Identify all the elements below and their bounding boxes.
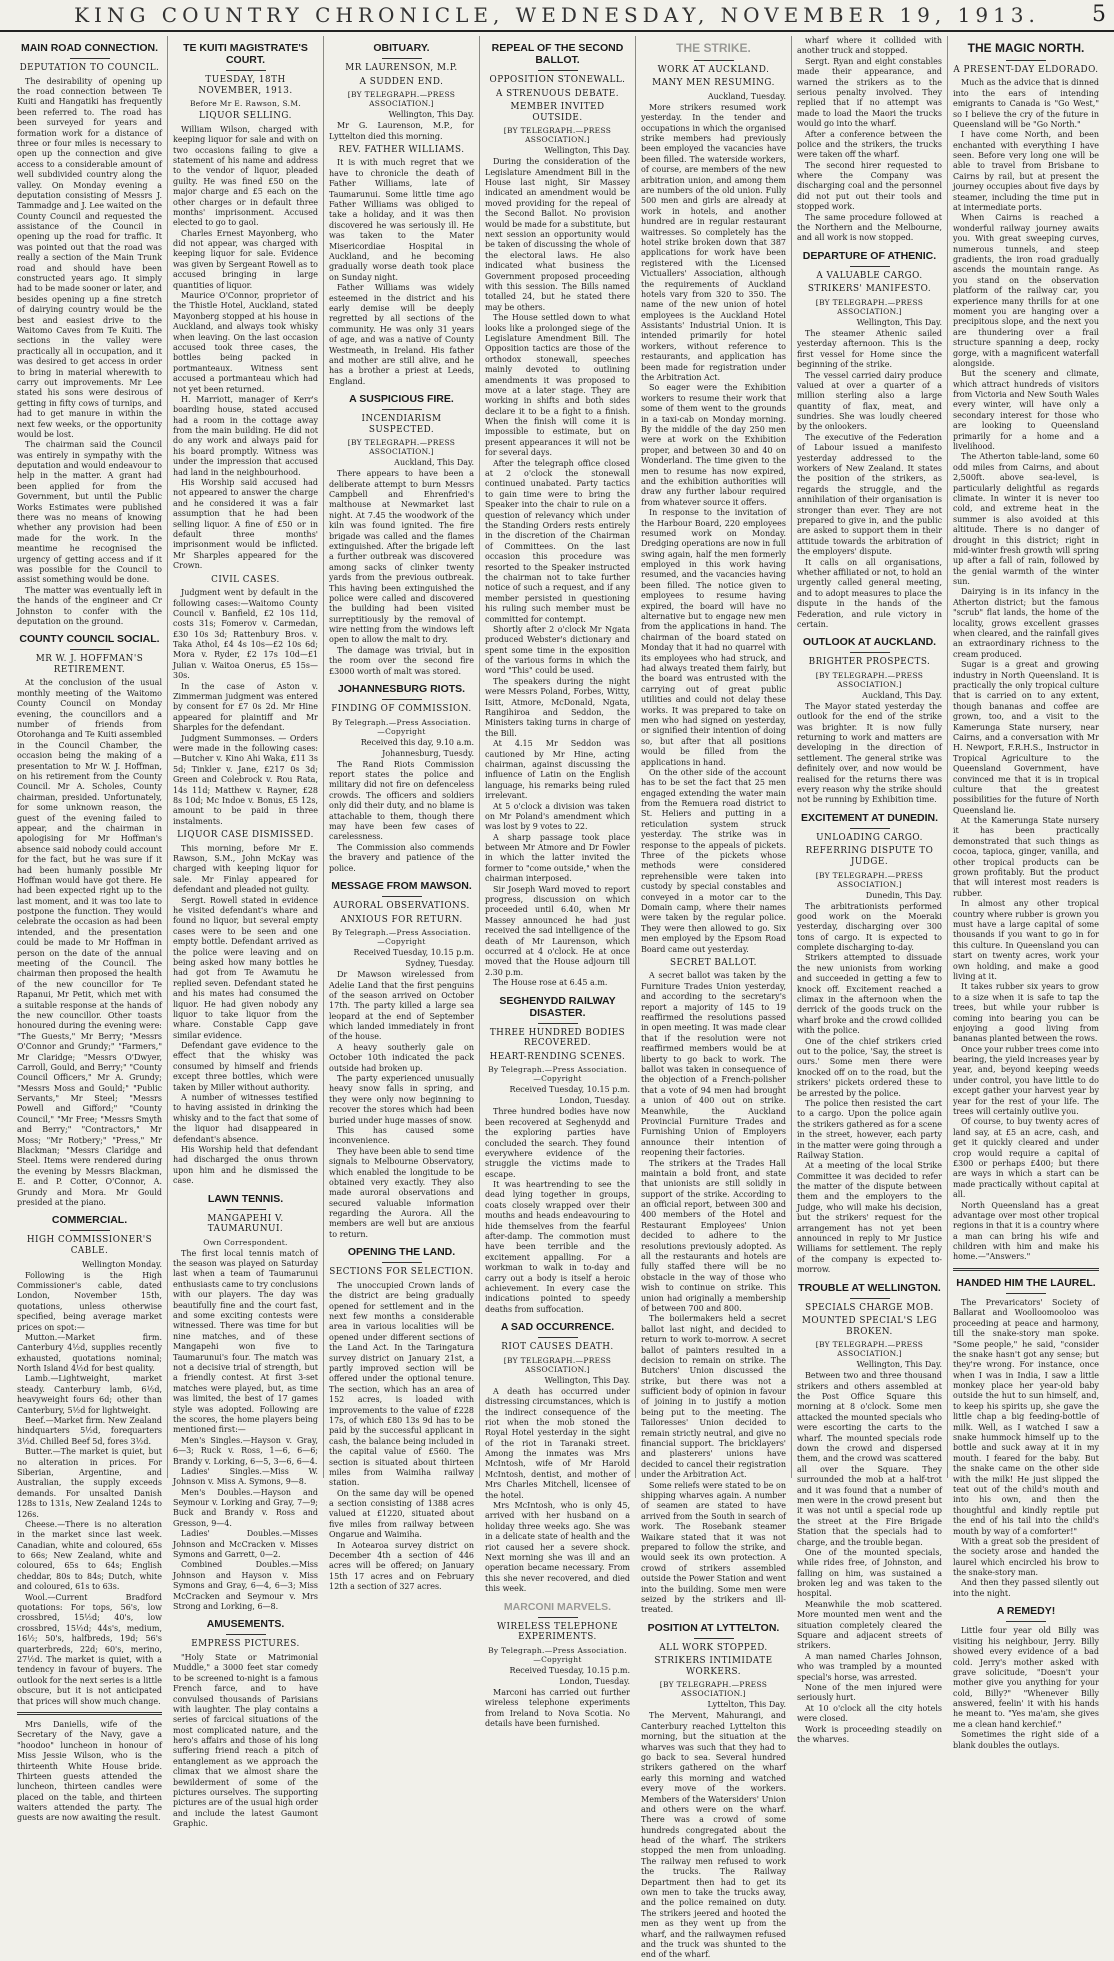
- article-paragraph: The Commission also commends the bravery and patience of the police.: [329, 842, 474, 873]
- article-dateline: Auckland, Tuesday.: [707, 91, 786, 101]
- page-number: 5: [1092, 2, 1106, 27]
- article-headline: A REMEDY!: [996, 1605, 1056, 1618]
- article-paragraph: The police then resisted the cart to a cargo. Upon the police again the strikers gathered as for a scene in the street, however, each party in the matter were going through a Railway Station.: [797, 1098, 942, 1160]
- article-headline: A SUSPICIOUS FIRE.: [349, 393, 454, 406]
- article-paragraph: Strikers attempted to dissuade the new unionists from working and succeeded in getting a few to knock off. Excitement reached a climax in the afternoon when the derrick of the goods truck on the wharf broke and the crowd collided with the police.: [797, 953, 942, 1036]
- article-headline: HANDED HIM THE LAUREL.: [956, 1276, 1096, 1289]
- article-paragraph: Three hundred bodies have now been recovered at Seghenydd and the exploring parties have concluded the search. They found everywhere evidence of the struggle the victims made to escape.: [485, 1107, 630, 1179]
- article-subheading: A SUDDEN END.: [359, 76, 444, 87]
- article-headline: TROUBLE AT WELLINGTON.: [798, 1281, 941, 1294]
- article-subheading: HEART-RENDING SCENES.: [489, 1051, 626, 1062]
- article-paragraph: The Mervent, Mahurangi, and Canterbury reached Lyttelton this morning, but the situation at the wharves was such that they had to go back to sea. Several hundred strikers gathered on the wharf early this morning and watched every move of the workers. Members of the Watersiders' Union and others were on the wharf. There was a crowd of some hundreds congregated about the head of the wharf. The strikers stopped the men from unloading. The railway men refused to work the trucks. The Railway Department then had to get its own men to take the trucks away, and the police remained on duty. The strikers jeered and hooted the men as they went up from the wharf, and the railwaymen refused and the truck was shunted to the end of the wharf.: [641, 1711, 786, 1960]
- article-paragraph: The damage was trivial, but in the room over the second fire £3000 worth of malt was stored.: [329, 645, 474, 676]
- article-paragraph: At 10 o'clock all the city hotels were closed.: [797, 1703, 942, 1724]
- article-paragraph: The party experienced unusually heavy snow falls in spring, and they were only now beginning to recover the stores which had been buried under huge masses of snow.: [329, 1074, 474, 1125]
- article-subheading: SECTIONS FOR SELECTION.: [329, 1267, 474, 1278]
- article-headline: JOHANNESBURG RIOTS.: [337, 683, 466, 696]
- article-subheading: ALL WORK STOPPED.: [659, 1642, 768, 1653]
- article-paragraph: Father Williams was widely esteemed in the district and his early demise will be deeply regretted by all sections of the community. He was only 31 years of age, and was a native of County Westmeath, in Ireland. His father and mother are still alive, and he has a brother a priest at Leeds, England.: [329, 283, 474, 386]
- article-paragraph: Marconi has carried out further wireless telephone experiments from Ireland to Nova Scotia. No details have been furnished.: [485, 1687, 630, 1728]
- article-subheading: MR W. J. HOFFMAN'S RETIREMENT.: [35, 654, 144, 675]
- article-paragraph: The chairman said the Council was entirely in sympathy with the deputation and would endeavour to help in the matter. A grant had been applied for from the Government, but until the Public Works Estimates were published there was no means of knowing whether any provision had been made for the work. In the meantime he recognised the urgency of getting access and if it was possible for the Council to assist something would be done.: [17, 440, 162, 585]
- article-paragraph: One of the mounted specials, while rides free, of Johnston, and falling on him, was sustained a broken leg and was taken to the hospital.: [797, 1547, 942, 1599]
- article-paragraph: Work is proceeding steadily on the wharves.: [797, 1724, 942, 1744]
- article-paragraph: Dr Mawson wirelessed from Adelie Land that the first penguins of the season arrived on October 17th. The party killed a large sea leopard at the end of September which landed immediately in front of the house.: [329, 970, 474, 1042]
- article-byline: [BY TELEGRAPH.—PRESS ASSOCIATION.]: [503, 126, 612, 145]
- article-headline: DEPARTURE OF ATHENIC.: [802, 249, 937, 262]
- headline-rule: [382, 699, 422, 700]
- article-subheading: OPPOSITION STONEWALL.: [489, 75, 626, 86]
- article-paragraph: In almost any other tropical country where rubber is grown you must have a large capital of some thousands if you want to go in for this culture. In Queensland you can start on twenty acres, work your own holding, and make a good living at it.: [953, 899, 1099, 981]
- headline-rule: [70, 649, 110, 650]
- headline-rule: [382, 896, 422, 897]
- article-dateline: Auckland, This Day.: [862, 690, 942, 700]
- article-paragraph: Defendant gave evidence to the effect that the whisky was consumed by himself and friends except three bottles, which were taken by Miller without authority.: [173, 1041, 318, 1092]
- article-paragraph: This morning, before Mr E. Rawson, S.M., John McKay was charged with keeping liquor for sale. Mr Finlay appeared for defendant and pleaded not guilty.: [173, 843, 318, 895]
- article-dateline: Wellington, This Day.: [388, 110, 474, 120]
- article-subheading: A VALUABLE CARGO.: [816, 270, 923, 281]
- article-dateline: Wellington, This Day.: [544, 146, 630, 156]
- article-paragraph: Little four year old Billy was visiting his neighbour, Jerry. Billy showed every evidence of a bad cold. Jerry's mother asked with grave solicitude, "Doesn't your mother give you anything for your cold, Billy?" "Whenever Billy answered, feelin' it with his hands he meant to. "Yes ma'am, she gives me a clean hand kerchief.": [953, 1626, 1099, 1729]
- divider-rule: [953, 1268, 1099, 1271]
- headline-rule: [226, 70, 266, 71]
- newspaper-title: KING COUNTRY CHRONICLE, WEDNESDAY, NOVEMBER 19, 1913.: [74, 3, 1040, 27]
- article-paragraph: The Atherton table-land, some 60 odd miles from Cairns, and about 2,500ft. above sea-level, is particularly delightful as regards climate. In winter it is never too cold, and extreme heat in the summer is also avoided at this altitude. There is no danger of drought in this district; right in mid-winter fresh growth will spring up after a fall of rain, followed by the genial warmth of the winter sun.: [953, 452, 1099, 587]
- headline-rule: [1006, 60, 1046, 61]
- article-dateline: Received Tuesday, 10.15 p.m.: [353, 948, 474, 958]
- article-paragraph: Wool.—Current Bradford quotations: For tops, 56's, low crossbred, 15½d; 40's, low crossbred, 15½d; 44s's, medium, 16½; 50's, halfbreds, 19d; 56's quarterbreds, 22d; 60's, merino, 27½d. The market is quiet, with a tendency in favour of buyers. The outlook for the next series is a little obscure, but it is not anticipated that prices will show much change.: [17, 1592, 162, 1706]
- column-7: [948, 36, 1104, 1750]
- article-paragraph: His Worship said accused had not appeared to answer the charge and he considered it was a fair assumption that he had been selling liquor. A fine of £50 or in default three months' imprisonment would be inflicted. Mr Sharples appeared for the Crown.: [173, 478, 318, 571]
- article-paragraph: Charles Ernest Mayonberg, who did not appear, was charged with keeping liquor for sale. Evidence was given by Sergeant Rowell as to accused bringing in large quantities of liquor.: [173, 228, 318, 290]
- article-paragraph: A sharp passage took place between Mr Atmore and Dr Fowler in which the latter invited the former to "come outside," when the chairman interposed.: [485, 832, 630, 884]
- article-paragraph: The second hirer requested to where the Company was discharging coal and the personnel did not put out their tools and stopped work.: [797, 160, 942, 212]
- article-subheading: STRIKERS INTIMIDATE WORKERS.: [654, 1656, 773, 1677]
- article-paragraph: At 4.15 Mr Seddon was cautioned by Mr Hine, acting chairman, against discussing the influence of Latin on the English language, his remarks being ruled irrelevant.: [485, 739, 630, 801]
- article-dateline: Dunedin, This Day.: [865, 890, 942, 900]
- article-byline: By Telegraph.—Press Association.—Copyright: [488, 1065, 627, 1084]
- article-headline: THE MAGIC NORTH.: [967, 41, 1085, 55]
- article-paragraph: H. Marriott, manager of Kerr's boarding house, stated accused had a room in the cottage away from the main building. He did not do any work and always paid for his board promptly. Witness was under the impression that accused had land in the neighbourhood.: [173, 394, 318, 477]
- article-dateline: Wellington Monday.: [81, 1259, 162, 1269]
- article-paragraph: Combined Doubles.—Miss Johnson and Hayson v. Miss Symons and Gray, 6—4, 6—3; Miss McCracken and Seymour v. Mrs Strong and Lorking, 6—8.: [173, 1560, 318, 1611]
- article-subheading: MANY MEN RESUMING.: [652, 78, 775, 89]
- article-paragraph: The matter was eventually left in the hands of the engineer and Cr Johnston to confer with the deputation on the ground.: [17, 585, 162, 626]
- column-4: [480, 36, 636, 1728]
- headline-rule: [382, 1262, 422, 1263]
- article-paragraph: It was heartrending to see the dead lying together in groups, coats closely wrapped over their mouths and heads endeavouring to hide themselves from the fearful after-damp. The commotion must have been terrible and the excitement appalling. For a workman to walk in to-day and carry out a body is itself a heroic achievement. In every case the indications pointed to speedy deaths from suffocation.: [485, 1180, 630, 1314]
- article-paragraph: The Mayor stated yesterday the outlook for the end of the strike was brighter. It is now fully returning to work and matters are developing in the direction of settlement. The general strike was definitely over, and now would be realised for the returns there was every reason why the strike should not be running by Exhibition time.: [797, 701, 942, 805]
- article-paragraph: This has caused some inconvenience.: [329, 1125, 474, 1146]
- headline-rule: [1006, 1293, 1046, 1294]
- article-paragraph: Sometimes the right side of a blank doubles the outlays.: [953, 1730, 1099, 1750]
- article-headline: MAIN ROAD CONNECTION.: [20, 42, 159, 54]
- article-paragraph: In the case of Aston v. Zimmerman judgment was entered by consent for £7 0s 2d. Mr Hine appeared for plaintiff and Mr Sharples for the defendant.: [173, 681, 318, 733]
- article-paragraph: But the scenery and climate, which attract hundreds of visitors from Victoria and New South Wales every winter, will have only a secondary interest for those who are looking to Queensland primarily for a home and a livelihood.: [953, 369, 1099, 452]
- article-subheading: MANGAPEHI V. TAUMARUNUI.: [207, 1213, 284, 1235]
- article-subheading: REFERRING DISPUTE TO JUDGE.: [805, 846, 934, 867]
- article-subheading: INCENDIARISM SUSPECTED.: [361, 414, 442, 435]
- article-subheading: AURORAL OBSERVATIONS.: [333, 901, 470, 912]
- article-paragraph: They have been able to send time signals to Melbourne Observatory, which enabled the longitude to be obtained very exactly. They also made auroral observations and secured valuable information regarding the Aurora. All the members are well but are anxious to return.: [329, 1146, 474, 1239]
- article-subheading: SPECIALS CHARGE MOB.: [805, 1302, 934, 1313]
- article-paragraph: Between two and three thousand strikers and others assembled at the Post Office Square this morning at 8 o'clock. Some men attacked the mounted specials who were escorting the carts to the wharf. The mounted specials rode down the crowd and dispersed them, and the crowd was scattered all over the Square. They surrounded the mob at a half-trot and it was found that a number of men were in the crowd present but it was not until a special rode up the street at the Fire Brigade Station that the specials had to charge, and the trouble began.: [797, 1371, 942, 1547]
- article-headline: LAWN TENNIS.: [207, 1192, 284, 1205]
- article-subheading: A STRENUOUS DEBATE.: [495, 88, 620, 99]
- article-paragraph: Maurice O'Connor, proprietor of the Thistle Hotel, Auckland, stated Mayonberg stopped at his house in Auckland, and always took whisky when leaving. On the last occasion accused took three cases, the bottles being packed in portmanteaux. Witness sent accused a portmanteau which had not yet been returned.: [173, 291, 318, 394]
- article-paragraph: The first local tennis match of the season was played on Saturday last when a team of Taumarunui enthusiasts came to try conclusions with our players. The day was beautifully fine and the court fast, and some exciting contests were witnessed. There was time for but nine matches, and of these Mangapehi won five to Taumarunui's four. The match was not a decisive trial of strength, but a friendly contest. At first 3-set matches were played, but, as time was limited, the best of 17 games style was adopted. Following are the scores, the home players being mentioned first:—: [173, 1248, 318, 1435]
- article-paragraph: Much as the advice that is dinned into the ears of intending emigrants to Canada is "Go West," so I believe the cry of the future in Queensland will be "Go North.": [953, 78, 1099, 129]
- article-headline: TE KUITI MAGISTRATE'S COURT.: [183, 42, 308, 67]
- headline-rule: [694, 1638, 734, 1639]
- article-paragraph: Sergt. Ryan and eight constables made their appearance, and warned the strikers as to the serious penalty involved. They replied that if no attempt was made to load the Maori the trucks would go into the wharf.: [797, 56, 942, 129]
- article-paragraph: Once your rubber trees come into bearing, the yield increases year by year, and, beyond keeping weeds under control, you have little to do except gather your harvest year by year for the rest of your life. The trees will certainly outlive you.: [953, 1044, 1099, 1117]
- article-byline: Own Correspondent.: [203, 1237, 288, 1247]
- article-paragraph: Cheese.—There is no alteration in the market since last week. Canadian, white and coloured, 65s to 66s; New Zealand, white and coloured, 65s to 64s; English cheddar, 80s to 84s; Dutch, white and coloured, 61s to 63s.: [17, 1519, 162, 1592]
- headline-rule: [850, 652, 890, 653]
- article-byline: Before Mr E. Rawson, S.M.: [189, 99, 302, 109]
- headline-rule: [70, 1230, 110, 1231]
- headline-rule: [538, 1023, 578, 1024]
- headline-rule: [538, 70, 578, 71]
- headline-rule: [850, 1298, 890, 1299]
- headline-rule: [850, 266, 890, 267]
- article-headline: THE STRIKE.: [676, 41, 751, 55]
- article-paragraph: "Holy State or Matrimonial Muddle," a 3000 feet star comedy to be screened to-night is a famous French farce, and to have convulsed thousands of Parisians with laughter. The play contains a series of farcical situations of the most complicated nature, and the hero's affairs and those of his long suffering friend reach a pitch of entanglement as we approach the climax that we almost share the bewilderment of some of the pictures ourselves. The supporting pictures are of the usual high order and include the latest Gaumont Graphic.: [173, 1652, 318, 1829]
- article-headline: COMMERCIAL.: [51, 1214, 128, 1227]
- article-paragraph: Men's Singles.—Hayson v. Gray, 6—3; Ruck v. Ross, 1—6, 6—6; Brandy v. Lorking, 6—5, 3—6, 6—4.: [173, 1435, 318, 1466]
- article-paragraph: The arbitrationists performed good work on the Moeraki yesterday, discharging over 300 tons of cargo. It is expected to complete discharging to-day.: [797, 901, 942, 953]
- article-headline: POSITION AT LYTTELTON.: [647, 1621, 780, 1634]
- article-paragraph: The steamer Athenic sailed yesterday afternoon. This is the first vessel for Home since the beginning of the strike.: [797, 328, 942, 370]
- article-paragraph: A number of witnesses testified to having assisted in drinking the whisky and to the fact that some of the liquor had disappeared in defendant's absence.: [173, 1093, 318, 1144]
- column-1: [12, 36, 168, 1823]
- article-byline: [BY TELEGRAPH.—PRESS ASSOCIATION.]: [815, 870, 924, 889]
- article-paragraph: Meanwhile the mob scattered. More mounted men went and the situation completely cleared the Square and adjacent streets of strikers.: [797, 1599, 942, 1651]
- article-paragraph: Mrs McIntosh, who is only 45, arrived with her husband on a holiday three weeks ago. She was in a delicate state of health and the riot caused her a severe shock. Next morning she was ill and an operation became necessary. From this she never recovered, and died this week.: [485, 1501, 630, 1594]
- headline-rule: [1006, 1621, 1046, 1622]
- article-headline: REPEAL OF THE SECOND BALLOT.: [491, 42, 624, 67]
- article-subheading: UNLOADING CARGO.: [816, 832, 923, 843]
- article-paragraph: The desirability of opening up the road connection between Te Kuiti and Hangatiki has frequently been referred to. The road has been surveyed for years and formation work for a distance of three or four miles is necessary to open up the connection and give access to a considerable amount of well subdivided country along the valley. On Monday evening a deputation consisting of Messrs J. Tammadge and J. Lee waited on the County Council and requested the assistance of the Council in opening up the road for traffic. It was pointed out that the road was really a section of the Main Trunk road and should have been constructed years ago. It simply had to be made sooner or later, and besides opening up a fine stretch of dairying country would be the best and easiest drive to the Waitomo Caves from Te Kuiti. The sections in the valley were practically all in occupation, and it was desired to get access in order to bring in material wherewith to carry out improvements. Mr Lee stated his sons were desirous of getting in fifty cows of turnips, and had to get manure in within the next few weeks, or the opportunity would be lost.: [17, 76, 162, 439]
- article-paragraph: Dairying is in its infancy in the Atherton district; but the famous "scrub" flat lands, the home of the locality, grows excellent grasses when cleared, and the rainfall gives an extraordinary richness to the cream produced.: [953, 587, 1099, 659]
- article-paragraph: The Prevaricators' Society of Ballarat and Woolloomooloo was proceeding at peace and harmony, till the snake-story man spoke. "Some people," he said, "consider the snake hasn't got any sense; but they're wrong. For instance, once when I was in India, I saw a little monkey place her year-old baby outside the hut to sun himself, and, to keep his spirits up, she gave the little chap a big feeding-bottle of milk. Well, as I watched I saw a snake hummock himself up to the bottle and suck away at it in my mouth. I feared for the baby. But the snake came on the other side with the milk! He just slipped the teat out of the child's mouth and into his own, and then the thoughtful and kindly reptile put the end of his tail into the child's mouth by way of a comforter!": [953, 1297, 1099, 1536]
- article-byline: [BY TELEGRAPH.—PRESS ASSOCIATION.]: [815, 297, 924, 316]
- article-paragraph: The vessel carried dairy produce valued at over a quarter of a million sterling also a large quantity of flax, meat, and sundries. She was loudly cheered by the onlookers.: [797, 370, 942, 432]
- article-paragraph: At the conclusion of the usual monthly meeting of the Waitomo County Council on Monday evening, the councillors and a number of friends from Otorohanga and Te Kuiti assembled in the Council Chamber, the occasion being the making of a presentation to Mr W. J. Hoffman, on his retirement from the County Council. Mr A. Scholes, County chairman, presided. Unfortunately, for some unknown reason, the guest of the evening failed to appear, and the chairman in apologising for Mr Hoffman's absence said nobody could account for the fact, but he was sure if it had been humanly possible Mr Hoffman would have got there. He had been expected right up to the last moment, and it was too late to postpone the function. They would celebrate the occasion as had been intended, and the presentation could be made to Mr Hoffman in person on the date of the annual meeting of the Council. The chairman then proposed the health of the new councillor for Te Rapanui, Mr Petit, which met with a suitable response at the hands of the new councillor. Other toasts honoured during the evening were: "The Guests," Mr Berry; "Messrs O'Connor and Grundy;" "Farmers," Mr Claridge; "Messrs O'Dwyer, Carroll, Gould, and Berry;" "County Council Officers," Mr A. Grundy; "Messrs Moss and Gould;" "Public Servants," Mr Steel; "Messrs Powell and Gifford;" "County Council," "Mr Free; "Messrs Smyth and Berry;" "Contractors," Mr Moss; "Mr Rotbery;" "Press," Mr Blackman; "Messrs Claridge and Steel. Items were rendered during the evening by Messrs Blackman, E. and P. Cotter, O'Connor, A. Grundy and Mora. Mr Gould presided at the piano.: [17, 678, 162, 1207]
- article-dateline: Lyttelton, This Day.: [707, 1700, 786, 1710]
- article-paragraph: Lamb.—Lightweight, market steady. Canterbury lamb, 6½d, heavyweight fours 6d; other than Canterbury, 5½d for lightweight.: [17, 1374, 162, 1415]
- article-headline: SEGHENYDD RAILWAY DISASTER.: [499, 994, 616, 1019]
- article-subheading: ANXIOUS FOR RETURN.: [340, 914, 463, 925]
- headline-rule: [538, 1617, 578, 1618]
- article-paragraph: At a meeting of the local Strike Committee it was decided to refer the matter of the dispute between them and the employers to the Judge, who will make his decision, but the strikers' request for the arrangement has not yet been announced in reply to Mr Justice Williams for settlement. The reply of the company is expected to-morrow.: [797, 1161, 942, 1275]
- article-dateline: Auckland, This Day.: [394, 458, 474, 468]
- article-subheading: LIQUOR CASE DISMISSED.: [177, 830, 314, 841]
- headline-rule: [382, 409, 422, 410]
- article-paragraph: I have come North, and been enchanted with everything I have seen. Before very long one will be able to travel from Brisbane to Cairns by rail, but at present the journey occupies about five days by steamer, including the time put in at intermediate ports.: [953, 130, 1099, 213]
- article-paragraph: When Cairns is reached a wonderful railway journey awaits you. With great sweeping curves, numerous tunnels, and steep gradients, the iron road gradually ascends the mountain range. As you stand on the observation platform of the railway car, you experience many thrills for at one moment you are hanging over a precipitous slope, and the next you are thundering over a frail structure spanning a deep, rocky gorge, with a magnificent waterfall alongside.: [953, 213, 1099, 368]
- article-dateline: London, Tuesday.: [559, 1096, 630, 1106]
- article-byline: By Telegraph.—Press Association.—Copyright: [332, 717, 471, 736]
- article-headline: AMUSEMENTS.: [206, 1618, 285, 1631]
- article-paragraph: So eager were the Exhibition workers to resume their work that some of them went to the grounds in a taxi-cab on Monday morning. By the middle of the day 250 men were at work on the Exhibition proper, and between 30 and 40 on Wonderland. The time given to the men to resume has now expired, and the exhibition authorities will draw any further labour required from whatever source it offers.: [641, 383, 786, 507]
- article-byline: [BY TELEGRAPH.—PRESS ASSOCIATION.]: [503, 1355, 612, 1374]
- article-paragraph: There appears to have been a deliberate attempt to burn Messrs Campbell and Ehrenfried's malthouse at Newmarket last night. At 7.45 the woodwork of the kiln was found ignited. The fire brigade was called and the flames extinguished. After the brigade left a further outbreak was discovered among sacks of clinker twenty yards from the previous outbreak. This having been extinguished the police were called and discovered the building had been visited surreptitiously by the removal of wire netting from the windows left open to allow the malt to dry.: [329, 469, 474, 645]
- article-dateline: Received Tuesday, 10.15 p.m.: [509, 1085, 630, 1095]
- article-paragraph: Beef.—Market firm. New Zealand hindquarters 5½d, forequarters 3½d. Chilled Beef 5d, fores 3½d.: [17, 1416, 162, 1446]
- column-6: [792, 36, 948, 1744]
- article-paragraph: After the telegraph office closed at 2 o'clock the stonewall continued unabated. Party tactics to gain time were to bring the Speaker into the chair to rule on a question of relevancy which under the Standing Orders rests entirely in the discretion of the Chairman of Committees. On the last occasion this procedure was resorted to the Speaker instructed the chairman not to take further notice of such a request, and if any member persisted in questioning his ruling such member must be committed for contempt.: [485, 458, 630, 624]
- article-paragraph: Men's Doubles.—Hayson and Seymour v. Lorking and Gray, 7—9; Buck and Brandy v. Ross and Gresson, 9—4.: [173, 1487, 318, 1528]
- headline-rule: [382, 58, 422, 59]
- article-subheading: EMPRESS PICTURES.: [191, 1639, 300, 1650]
- article-paragraph: His Worship held that defendant had discharged the onus thrown upon him and he dismissed the case.: [173, 1144, 318, 1186]
- article-paragraph: One of the chief strikers cried out to the police, 'Say, the street is ours.' Some men there were knocked off on to the road, but the strikers' pickets ordered these to be arrested by the police.: [797, 1036, 942, 1098]
- article-headline: OBITUARY.: [373, 42, 430, 54]
- article-subheading: BRIGHTER PROSPECTS.: [808, 657, 931, 668]
- article-paragraph: The boilermakers held a secret ballot last night, and decided to return to work to-morrow. A secret ballot of painters resulted in a decision to remain on strike. The Butchers' Union discussed the strike, but there was not a sufficient body of opinion in favour of joining in to justify a motion being put to the meeting. The Tailoresses' Union decided to remain strictly neutral, and give no financial support. The bricklayers' and plasterers' unions have decided to cancel their registration under the Arbitration Act.: [641, 1314, 786, 1480]
- article-paragraph: On the same day will be opened a section consisting of 1388 acres valued at £1220, situated about five miles from railway between Ongarue and Waimiha.: [329, 1488, 474, 1540]
- article-paragraph: wharf where it collided with another truck and stopped.: [797, 36, 942, 56]
- headline-rule: [694, 60, 734, 61]
- article-paragraph: Of course, to buy twenty acres of land say, at £5 an acre, cash, and get it quickly cleared and under crop would require a capital of £300 or perhaps £400; but there are ways in which a start can be made practically without capital at all.: [953, 1117, 1099, 1200]
- article-paragraph: The Rand Riots Commission report states the police and military did not fire on defenceless crowds. The officers and soldiers only did their duty, and no blame is attachable to them, though there may have been few cases of carelessness.: [329, 759, 474, 842]
- article-paragraph: Ladies' Singles.—Miss W. Johnson v. Miss A. Symons, 9—8.: [173, 1466, 318, 1487]
- article-paragraph: At the Kamerunga State nursery it has been practically demonstrated that such things as cocoa, tapioca, ginger, vanilla, and other tropical products can be grown profitably. But the product that will interest most readers is rubber.: [953, 816, 1099, 898]
- article-paragraph: After a conference between the police and the strikers, the trucks were taken off the wharf.: [797, 129, 942, 160]
- article-paragraph: On the other side of the account has to be set the fact that 25 men engaged extending the water main from the Remuera road district to St. Heliers and putting in a reticulation system struck yesterday. The strike was in response to the appeals of pickets. Three of the pickets whose methods were considered reprehensible were taken into custody by special constables and conveyed in a motor car to the Domain camp, where their names were taken by the regular police. They were then allowed to go. Six men employed by the Epsom Road Board came out yesterday.: [641, 767, 786, 954]
- article-paragraph: Sergt. Rowell stated in evidence he visited defendant's whare and found no liquor, but several empty cases were to be seen and one empty bottle. Defendant arrived as the police were leaving and on being asked how many bottles he had got from Te Awamutu he replied seven. Defendant stated he and his mates had consumed the liquor. He had given nobody any liquor to take liquor from the whare. Constable Capp gave similar evidence.: [173, 895, 318, 1040]
- article-subheading: MR LAURENSON, M.P.: [345, 63, 458, 74]
- divider-rule: [17, 1712, 162, 1715]
- article-paragraph: The strikers at the Trades Hall maintain a bold front, and state that unionists are still solidly in support of the strike. According to an official report, between 300 and 400 members of the Hotel and Restaurant Employees' Union decided to adhere to the resolutions previously adopted. As all the restaurants and hotels are fully staffed there will be no obstacle in the way of those who wish to continue on strike. This union had originally a membership of between 700 and 800.: [641, 1158, 786, 1313]
- article-headline: MESSAGE FROM MAWSON.: [331, 879, 472, 892]
- article-subheading: RIOT CAUSES DEATH.: [501, 1342, 614, 1353]
- article-byline: [BY TELEGRAPH.—PRESS ASSOCIATION.]: [347, 90, 456, 109]
- article-subheading: WIRELESS TELEPHONE EXPERIMENTS.: [497, 1621, 618, 1643]
- article-paragraph: Judgment went by default in the following cases:—Waitomo County Council v. Banfield, £2 10s 11d, costs 31s; Fomerov v. Carmedan, £30 10s 3d; Rattenbury Bros. v. Taka Athol, £4 4s 10s—£2 10s 6d; Mora v. Ryder, £2 17s 10d—£1 Julian v. Waitoa Onerus, £5 15s—30s.: [173, 588, 318, 681]
- article-headline: OUTLOOK AT AUCKLAND.: [802, 636, 937, 649]
- headline-rule: [226, 1209, 266, 1210]
- article-dateline: Wellington, This Day.: [856, 317, 942, 327]
- article-paragraph: It takes rubber six years to grow to a size when it is safe to tap the trees, but while your rubber is coming into bearing you can be enjoying a good living from bananas planted between the rows.: [953, 982, 1099, 1044]
- article-subheading: REV. FATHER WILLIAMS.: [338, 144, 465, 155]
- article-paragraph: The House settled down to what looks like a prolonged siege of the Legislature Amendment Bill. The Opposition tactics are those of the orthodox stonewall, speeches mainly devoted to outlining amendments it was proposed to move at a later stage. They are working in shifts and both sides declare it to be a fight to a finish. When the finish will come it is impossible to estimate, but on present appearances it will not be for several days.: [485, 313, 630, 458]
- article-paragraph: Mutton.—Market firm. Canterbury 4½d, supplies recently exhausted, quotations nominal; North Island 4½d for best quality.: [17, 1332, 162, 1374]
- article-paragraph: None of the men injured were seriously hurt.: [797, 1683, 942, 1703]
- article-paragraph: A man named Charles Johnson, who was trampled by a mounted special's horse, was arrested.: [797, 1651, 942, 1682]
- article-paragraph: With a great sob the president of the society arose and handed the laurel which encircled his brow to the snake-story man.: [953, 1536, 1099, 1578]
- article-paragraph: During the consideration of the Legislature Amendment Bill in the House last night, Sir Massey indicated an amendment would be moved providing for the repeal of the Second Ballot. No provision would be made for a substitute, but next session an opportunity would be taken of discussing the whole of the electoral laws. He also indicated what business the Government proposed proceeding with this session. The Bills named totalled 24, but he stated there may be others.: [485, 157, 630, 312]
- article-paragraph: The speakers during the night were Messrs Poland, Forbes, Witty, Isitt, Atmore, McDonald, Ngata, Rangihiroa and Seddon, the Ministers taking turns in charge of the Bill.: [485, 676, 630, 738]
- article-subheading: LIQUOR SELLING.: [199, 111, 292, 122]
- newspaper-columns: [12, 36, 1104, 1960]
- article-dateline: Johannesburg, Tuesdy.: [382, 748, 474, 758]
- article-paragraph: Some reliefs were stated to be on shipping wharves again. A number of seamen are stated to have arrived from the South in search of work. The Rosebank steamer Waikare stated that it was not prepared to follow the strike, and would seek its own protection. A crowd of strikers assembled outside the Power Station and went into the building. Some men were seized by the strikers and ill-treated.: [641, 1480, 786, 1615]
- headline-rule: [538, 1337, 578, 1338]
- headline-rule: [70, 58, 110, 59]
- article-paragraph: The executive of the Federation of Labour issued a manifesto yesterday addressed to the workers of New Zealand. It states the position of the strikers, as regards the struggle, and the annihilation of their organisation is stronger than ever. They are not prepared to give in, and the public are asked to support them in their attitude towards the arbitration of the employers' dispute.: [797, 432, 942, 557]
- article-paragraph: It is with much regret that we have to chronicle the death of Father Williams, late of Taumarunui. Some little time ago Father Williams was obliged to take a holiday, and it was then discovered he was seriously ill. He was taken to the Mater Misericordiae Hospital in Auckland, and he becoming gradually worse death took place on Sunday night.: [329, 158, 474, 282]
- article-subheading: WORK AT AUCKLAND.: [657, 64, 770, 75]
- article-paragraph: Judgment Summonses. — Orders were made in the following cases:—Butcher v. Kino Ahi Waka, £11 3s 5d; Tinkler v. Jane, £217 0s 3d; Green and Colebrock v. Rou Rata, 14s 11d; Matthew v. Rayner, £28 8s 10d; Mc Indoe v. Bonus, £5 12s, amount to be paid in three instalments.: [173, 733, 318, 826]
- article-byline: By Telegraph.—Press Association.—Copyright: [488, 1645, 627, 1664]
- article-paragraph: Butter.—The market is quiet, but no alteration in prices. For Siberian, Argentine, and Australian, the supply exceeds demands. For unsalted Danish 128s to 131s, New Zealand 124s to 126s.: [17, 1447, 162, 1519]
- article-subheading: TUESDAY, 18TH NOVEMBER, 1913.: [198, 75, 293, 96]
- article-subheading: STRIKERS' MANIFESTO.: [807, 284, 932, 295]
- article-paragraph: A death has occurred under distressing circumstances, which is the indirect consequence of the riot when the mob stoned the Royal Hotel yesterday in the sight of the riot in Taranaki street. Among the inmates was Mrs McIntosh, wife of Mr Harold McIntosh, dentist, and mother of Mrs Charles Mitchell, licensee of the hotel.: [485, 1386, 630, 1500]
- article-headline: COUNTY COUNCIL SOCIAL.: [19, 633, 160, 646]
- article-paragraph: A secret ballot was taken by the Furniture Trades Union yesterday, and according to the secretary's report a majority of 145 to 19 reaffirmed the resolutions passed in open meeting. It was made clear that if the resolution were not reaffirmed members would be at liberty to go back to work. The ballot was taken in consequence of the objection of a French-polisher that a vote of 94 men had brought a union of 400 out on strike. Meanwhile, the Auckland Provincial Furniture Trades and Furnishing Union of Employers announce their intention of reopening their factories.: [641, 971, 786, 1158]
- column-3: [324, 36, 480, 1592]
- article-dateline: Received this day, 9.10 a.m.: [360, 737, 474, 747]
- article-subheading: HIGH COMMISSIONER'S CABLE.: [26, 1235, 153, 1256]
- article-dateline: Wellington, This Day.: [544, 1375, 630, 1385]
- article-dateline: Sydney, Tuesday.: [405, 959, 474, 969]
- article-paragraph: The same procedure followed at the Northern and the Melbourne, and all work is now stopped.: [797, 212, 942, 243]
- column-2: [168, 36, 324, 1829]
- article-subheading: FINDING OF COMMISSION.: [331, 704, 472, 715]
- article-subheading: CIVIL CASES.: [211, 574, 280, 585]
- article-paragraph: Ladies' Doubles.—Misses Johnson and McCracken v. Misses Symons and Garrett, 0—2.: [173, 1529, 318, 1560]
- article-byline: [BY TELEGRAPH.—PRESS ASSOCIATION.]: [347, 438, 456, 457]
- headline-rule: [850, 828, 890, 829]
- article-subheading: MEMBER INVITED OUTSIDE.: [510, 102, 605, 123]
- article-headline: A SAD OCCURRENCE.: [500, 1321, 615, 1334]
- article-subheading: THREE HUNDRED BODIES RECOVERED.: [489, 1027, 626, 1049]
- article-dateline: London, Tuesday.: [559, 1676, 630, 1686]
- article-subheading: DEPUTATION TO COUNCIL.: [19, 63, 160, 74]
- article-paragraph: A heavy southerly gale on October 10th indicated the pack outside had broken up.: [329, 1042, 474, 1073]
- article-paragraph: At 5 o'clock a division was taken on Mr Poland's amendment which was lost by 9 votes to 22.: [485, 801, 630, 832]
- article-paragraph: In Aotearoa survey district on December 4th a section of 446 acres will be offered; on January 15th 17 acres and on February 12th a section of 327 acres.: [329, 1540, 474, 1592]
- article-byline: [BY TELEGRAPH.—PRESS ASSOCIATION.]: [659, 1680, 768, 1699]
- article-paragraph: It calls on all organisations, whether affiliated or not, to hold an urgently called general meeting, and to adopt measures to place the dispute in the hands of the Federation, and rule victory in certain.: [797, 557, 942, 629]
- article-dateline: Wellington, This Day.: [856, 1360, 942, 1370]
- article-subheading: A PRESENT-DAY ELDORADO.: [953, 64, 1099, 75]
- article-paragraph: Sugar is a great and growing industry in North Queensland. It is practically the only tropical culture that is carried on to any extent, though bananas and coffee are grown, too, and a visit to the Kamerunga State nursery, near Cairns, and a conversation with Mr H. Newport, F.R.H.S., Instructor in Tropical Agriculture to the Queensland Government, have convinced me that it is in tropical culture that the greatest possibilities for the future of North Queensland lie.: [953, 660, 1099, 815]
- article-paragraph: In response to the invitation of the Harbour Board, 220 employees resumed work on Monday. Dredging operations are now in full swing again, half the men formerly employed in this work having resumed, and the vacancies having been filled. The notice given to employees to resume having expired, the board will have no alternative but to engage new men from the applications in hand. The chairman of the board stated on Monday that it had no quarrel with its employees who had struck, and had always treated them fairly, but the board was entrusted with the carrying out of great public utilities and could not delay these works. It was prepared to take on men who had signed on yesterday, or signified their intention of doing so, but after that all positions would be filled from the applications in hand.: [641, 508, 786, 767]
- article-headline: EXCITEMENT AT DUNEDIN.: [800, 811, 939, 824]
- masthead: [0, 0, 1114, 32]
- column-5: [636, 36, 792, 1960]
- article-byline: [BY TELEGRAPH.—PRESS ASSOCIATION.]: [815, 670, 924, 689]
- article-paragraph: And then they passed silently out into the night.: [953, 1578, 1099, 1598]
- article-subheading: SECRET BALLOT.: [670, 957, 757, 968]
- article-paragraph: Sir Joseph Ward moved to report progress, discussion on which proceeded until 6.40, when Mr Massey announced he had just received the sad intelligence of the death of Mr Laurenson, which occurred at 4 o'clock. He at once moved that the House adjourn till 2.30 p.m.: [485, 884, 630, 977]
- article-paragraph: Shortly after 2 o'clock Mr Ngata produced Webster's dictionary and spent some time in the exposition of the various forms in which the word "This" could be used.: [485, 624, 630, 676]
- article-paragraph: The unoccupied Crown lands of the district are being gradually opened for settlement and in the next few months a considerable area in various localities will be opened under different sections of the Land Act. In the Taringatura survey district on January 21st, a partly improved section will be offered under the optional tenure. The section, which has an area of 152 acres, is loaded with improvements to the value of £228 17s, of which £80 13s 9d has to be paid by the successful applicant in cash, the balance being included in the capital value of £560. The section is situated about thirteen miles from Waimiha railway station.: [329, 1280, 474, 1488]
- article-byline: By Telegraph.—Press Association.—Copyright: [332, 928, 471, 947]
- article-byline: [BY TELEGRAPH.—PRESS ASSOCIATION.]: [815, 1340, 924, 1359]
- article-headline: OPENING THE LAND.: [347, 1246, 456, 1259]
- headline-rule: [226, 1634, 266, 1635]
- article-paragraph: Mr G. Laurenson, M.P., for Lyttelton died this morning.: [329, 121, 474, 141]
- article-paragraph: Following is the High Commissioner's cable, dated London, November 15th, quotations, unless otherwise specified, being average market prices on spot:—: [17, 1270, 162, 1332]
- article-paragraph: William Wilson, charged with keeping liquor for sale and with on two occasions failing to give a statement of his name and address to the vendor of liquor, pleaded guilty. He was fined £50 on the major charge and £5 each on the other charges or in default three months' imprisonment. Accused elected to go to gaol.: [173, 124, 318, 228]
- article-paragraph: The House rose at 6.45 a.m.: [493, 978, 608, 988]
- article-paragraph: North Queensland has a great advantage over most other tropical regions in that it is a country where a man can bring his wife and children with him and make his home.—"Answers.": [953, 1200, 1099, 1262]
- article-subheading: MOUNTED SPECIAL'S LEG BROKEN.: [801, 1316, 938, 1337]
- article-paragraph: More strikers resumed work yesterday. In the tender and occupations in which the organised strike members had previously been employed the vacancies have been filled. The waterside workers, of course, are members of the new arbitration union, and among them are numbers of the old union. Fully 500 men and girls are already at work in hotels, and another hundred are in regular restaurant waitresses. So completely has the hotel strike broken down that 387 applications for work have been registered with the Licensed Victuallers' Association, although the requirements of Auckland hotels vary from 320 to 350. The name of the new union of hotel employees is the Auckland Hotel Assistants' Industrial Union. It is intended primarily for hotel workers, without reference to restaurants, and application has been made for registration under the Arbitration Act.: [641, 102, 786, 383]
- article-dateline: Received Tuesday, 10.15 p.m.: [509, 1665, 630, 1675]
- article-paragraph: Mrs Daniells, wife of the Secretary of the Navy, gave a "hoodoo" luncheon in honour of Miss Jessie Wilson, who is the thirteenth White House bride. Thirteen guests attended the luncheon, thirteen candles were placed on the table, and thirteen waiters attended the party. The guests are now awaiting the result.: [17, 1719, 162, 1823]
- article-headline: MARCONI MARVELS.: [503, 1600, 612, 1613]
